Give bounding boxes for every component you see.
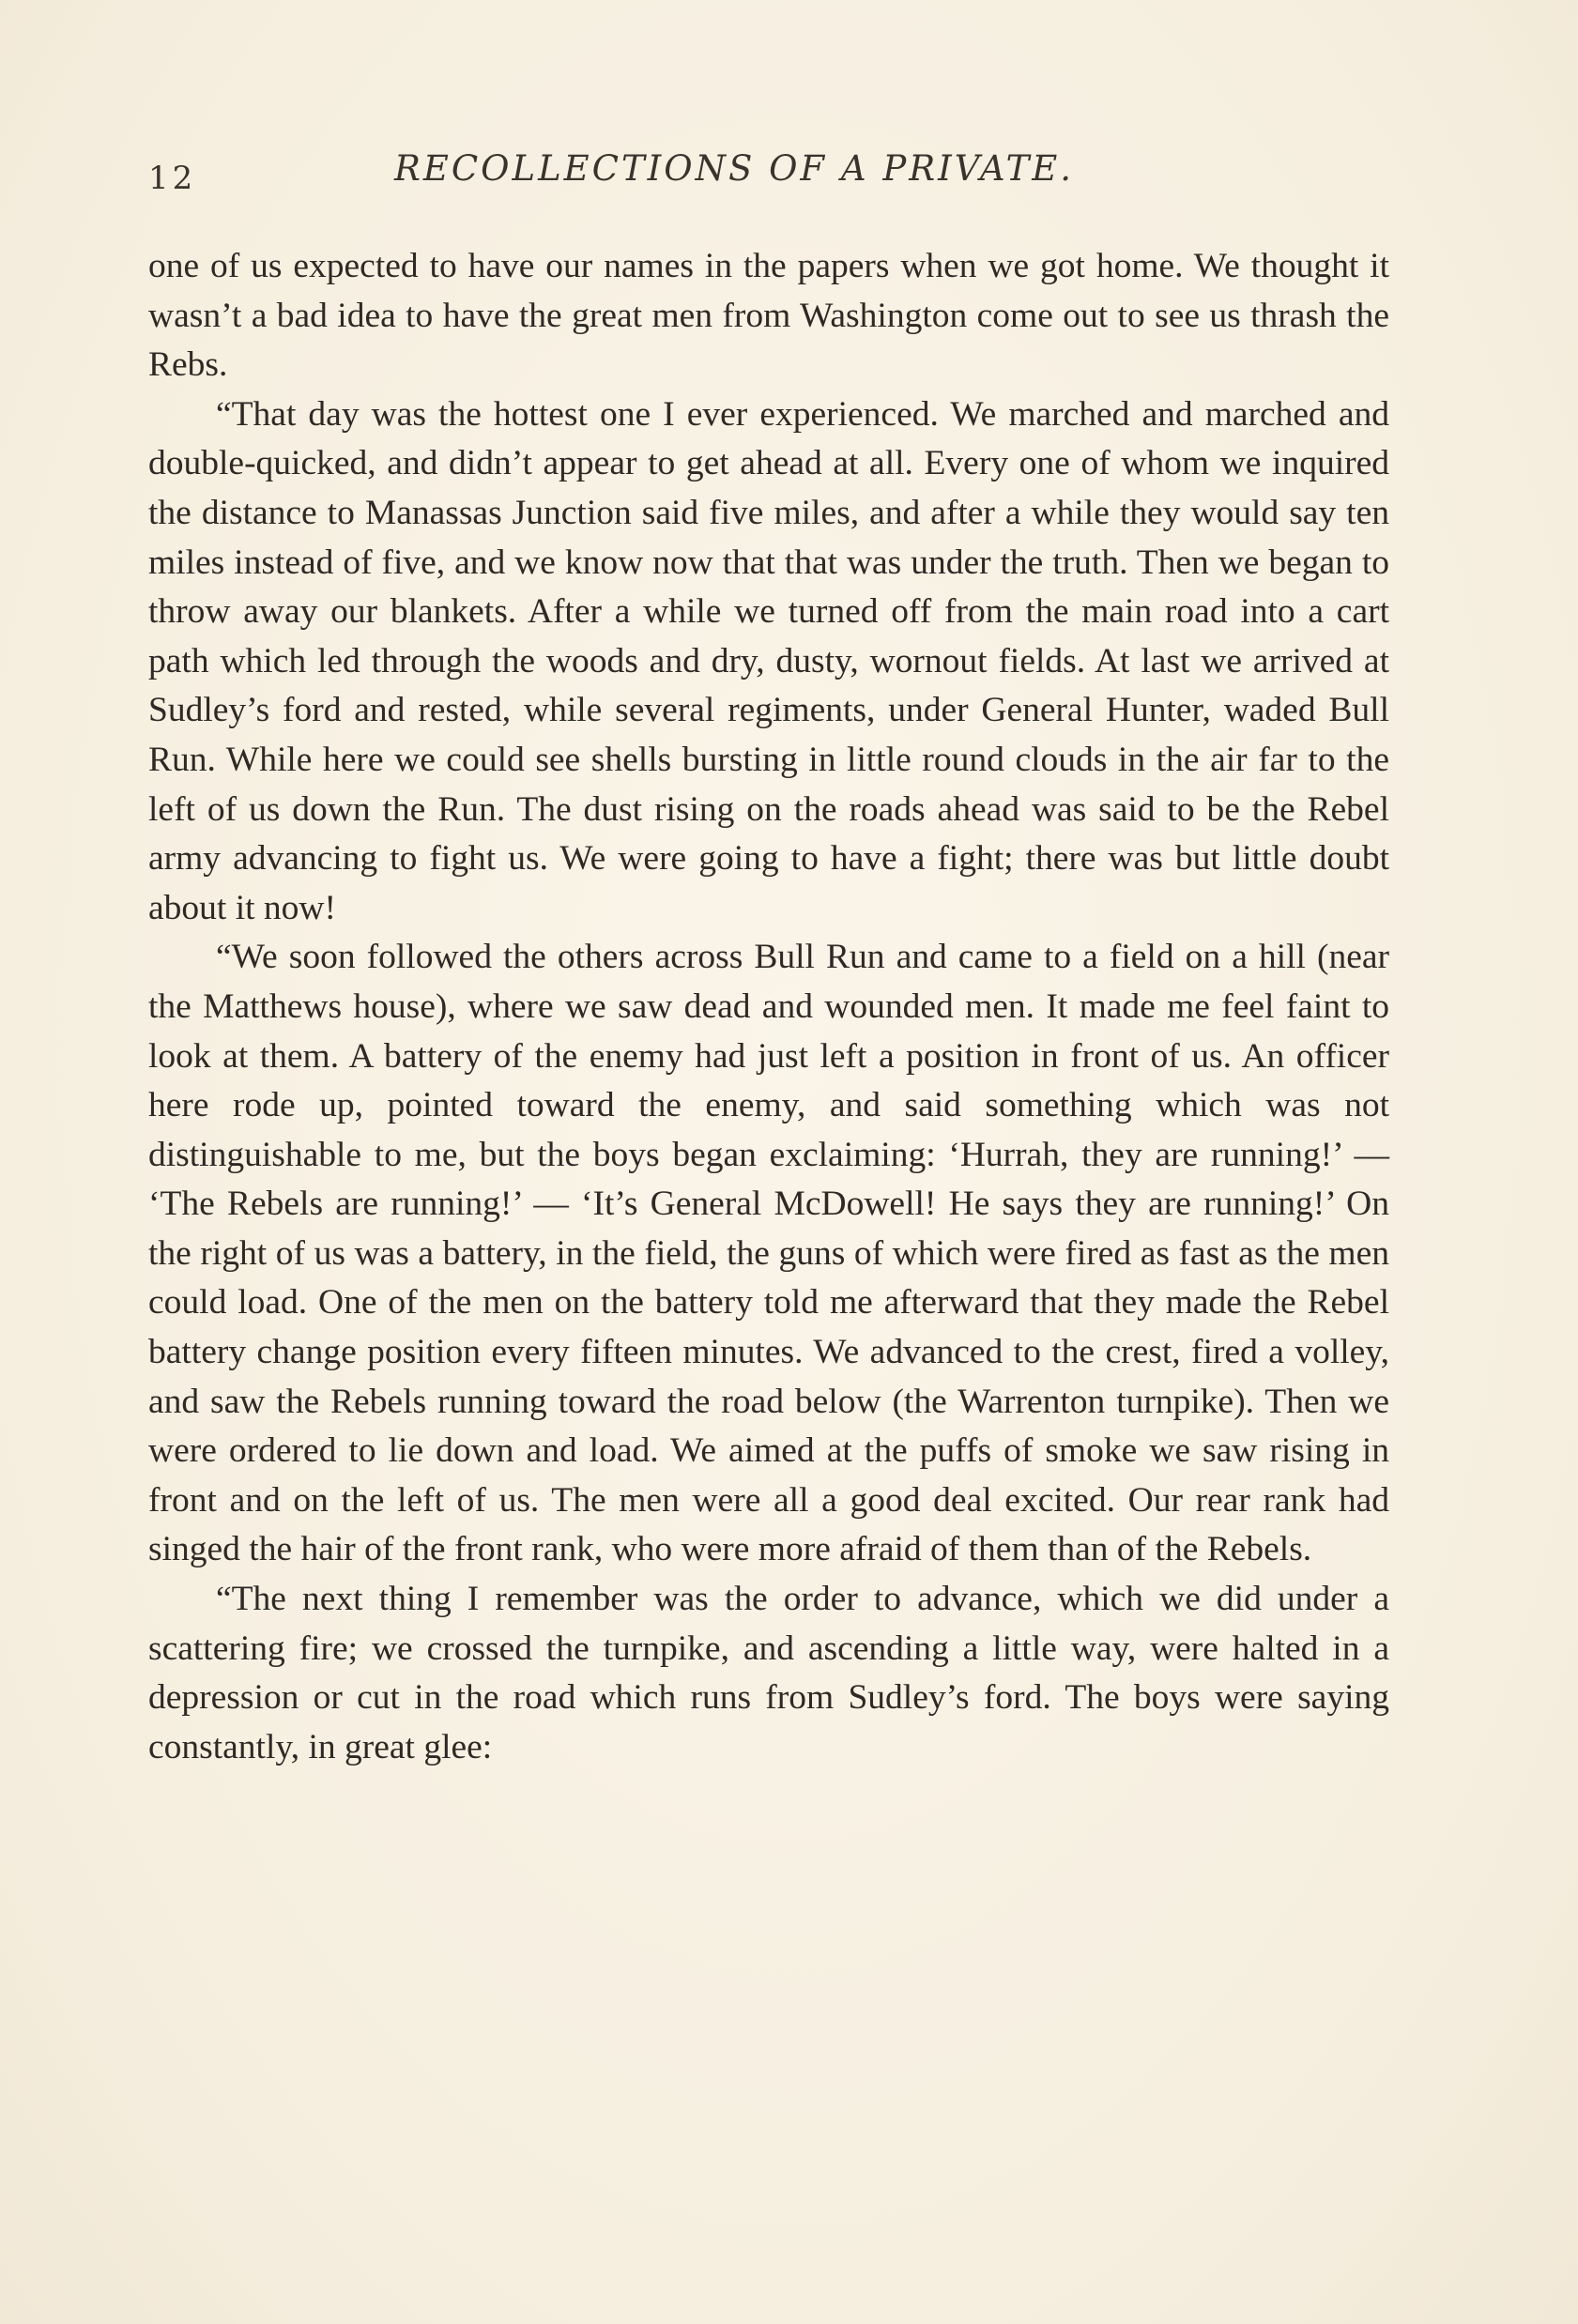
paragraph-1: one of us expected to have our names in the papers when we got home. We thought it wasn’t a bad idea to have the great men from Washington come out to see us thrash the Rebs. — [148, 247, 1389, 385]
page-number: 12 — [148, 160, 197, 197]
running-title: RECOLLECTIONS OF A PRIVATE. — [394, 148, 1075, 189]
paragraph-2: “That day was the hottest one I ever experienced. We marched and marched and double-quicked, and didn’t appear to get ahead at all. Every one of whom we inquired the distance to Manassas Junction said five miles, and after a while they would say ten miles instead of five, and we know now that that was under the truth. Then we began to throw away our blankets. After a while we turned off from the main road into a cart path which led through the woods and dry, dusty, wornout fields. At last we arrived at Sudley’s ford and rested, while several regiments, under General Hunter, waded Bull Run. While here we could see shells bursting in little round clouds in the air far to the left of us down the Run. The dust rising on the roads ahead was said to be the Rebel army advancing to fight us. We were going to have a fight; there was but little doubt about it now! — [148, 394, 1389, 927]
body-text — [148, 242, 1389, 1772]
paragraph-3: “We soon followed the others across Bull Run and came to a field on a hill (near the Matthews house), where we saw dead and wounded men. It made me feel faint to look at them. A battery of the enemy had just left a position in front of us. An officer here rode up, pointed toward the enemy, and said something which was not distinguishable to me, but the boys began exclaiming: ‘Hurrah, they are running!’ — ‘The Rebels are running!’ — ‘It’s General McDowell! He says they are running!’ On the right of us was a battery, in the field, the guns of which were fired as fast as the men could load. One of the men on the battery told me afterward that they made the Rebel battery change position every fifteen minutes. We advanced to the crest, fired a volley, and saw the Rebels running toward the road below (the Warrenton turnpike). Then we were ordered to lie down and load. We aimed at the puffs of smoke we saw rising in front and on the left of us. The men were all a good deal excited. Our rear rank had singed the hair of the front rank, who were more afraid of them than of the Rebels. — [148, 938, 1389, 1569]
running-head — [148, 143, 1397, 208]
paragraph-4: “The next thing I remember was the order to advance, which we did under a scattering fire; we crossed the turnpike, and ascending a little way, were halted in a depression or cut in the road which runs from Sudley’s ford. The boys were saying constantly, in great glee: — [148, 1580, 1389, 1766]
